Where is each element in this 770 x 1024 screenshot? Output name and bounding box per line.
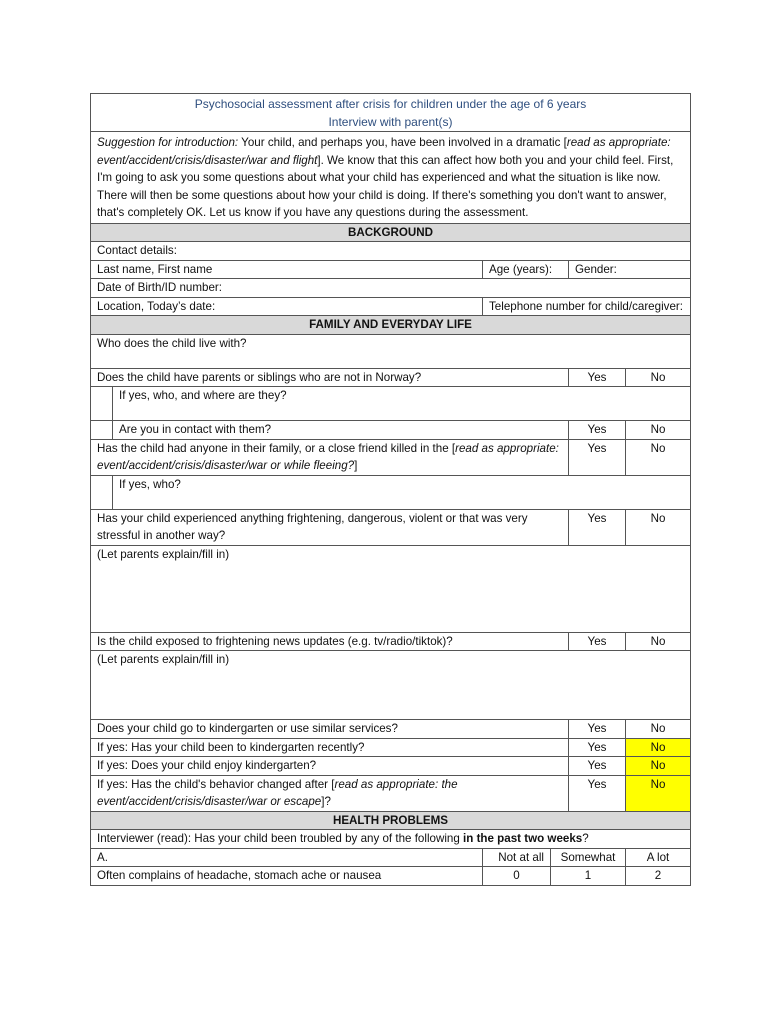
q-behavior-no[interactable]: No: [626, 775, 691, 811]
q-kg-recent-no[interactable]: No: [626, 738, 691, 757]
q-behavior-text-2: ]?: [321, 795, 331, 808]
q-kg-recent: If yes: Has your child been to kindergarten recently?: [91, 738, 569, 757]
q-frightening-yes[interactable]: Yes: [569, 509, 626, 545]
col-not-at-all: Not at all: [483, 848, 551, 867]
assessment-form: [90, 93, 690, 886]
form-subtitle: Interview with parent(s): [328, 114, 453, 129]
explain-field-2[interactable]: (Let parents explain/fill in): [91, 651, 691, 720]
health-intro-text-2: ?: [582, 832, 589, 845]
q-behavior-yes[interactable]: Yes: [569, 775, 626, 811]
col-a-lot: A lot: [626, 848, 691, 867]
indent-cell: [91, 387, 113, 421]
q-killed: [91, 439, 569, 475]
gender-field[interactable]: Gender:: [569, 260, 691, 279]
q-kg-enjoy-yes[interactable]: Yes: [569, 757, 626, 776]
q-norway-yes[interactable]: Yes: [569, 368, 626, 387]
q-contact-yes[interactable]: Yes: [569, 421, 626, 440]
health-item-1-score-0[interactable]: 0: [483, 867, 551, 886]
name-field[interactable]: Last name, First name: [91, 260, 483, 279]
health-item-1-score-2[interactable]: 2: [626, 867, 691, 886]
lives-with-field[interactable]: Who does the child live with?: [91, 334, 691, 368]
q-killed-who[interactable]: If yes, who?: [113, 475, 691, 509]
indent-cell: [91, 475, 113, 509]
intro-text-2: ]. We know that this can affect how both you and your child feel. First, I'm going to ask you some questions about what your child has experienced and what the situation is like now. There will then be some questions about how your child is doing. If there's something you don't want to answer, that's completely OK. Let us know if you have any questions during the assessment.: [97, 153, 674, 219]
q-contact-no[interactable]: No: [626, 421, 691, 440]
form-title: Psychosocial assessment after crisis for children under the age of 6 years: [194, 97, 587, 111]
q-norway-who[interactable]: If yes, who, and where are they?: [113, 387, 691, 421]
q-kg-enjoy: If yes: Does your child enjoy kindergarten?: [91, 757, 569, 776]
q-killed-italic: read as appropriate: event/accident/crisis/disaster/war or while fleeing?: [97, 441, 559, 472]
q-kindergarten: Does your child go to kindergarten or use similar services?: [91, 720, 569, 739]
q-behavior: [91, 775, 569, 811]
age-field[interactable]: Age (years):: [483, 260, 569, 279]
health-intro-bold: in the past two weeks: [463, 832, 583, 845]
health-intro-text-1: Interviewer (read): Has your child been troubled by any of the following: [97, 832, 464, 845]
q-killed-no[interactable]: No: [626, 439, 691, 475]
health-item-1-score-1[interactable]: 1: [551, 867, 626, 886]
q-kindergarten-no[interactable]: No: [626, 720, 691, 739]
health-section-a: A.: [91, 848, 483, 867]
q-news-yes[interactable]: Yes: [569, 632, 626, 651]
q-kg-enjoy-no[interactable]: No: [626, 757, 691, 776]
q-news-no[interactable]: No: [626, 632, 691, 651]
q-behavior-text-1: If yes: Has the child's behavior changed after [: [97, 777, 335, 791]
form-title-cell: [91, 94, 691, 132]
q-frightening-no[interactable]: No: [626, 509, 691, 545]
q-contact: Are you in contact with them?: [113, 421, 569, 440]
form-table: [90, 93, 691, 886]
q-killed-text-1: Has the child had anyone in their family, or a close friend killed in the [: [97, 441, 456, 455]
q-kg-recent-yes[interactable]: Yes: [569, 738, 626, 757]
q-behavior-italic: read as appropriate: the event/accident/crisis/disaster/war or escape: [97, 777, 458, 808]
q-killed-yes[interactable]: Yes: [569, 439, 626, 475]
contact-details-label: Contact details:: [91, 242, 691, 261]
section-family: FAMILY AND EVERYDAY LIFE: [91, 316, 691, 335]
location-date-field[interactable]: Location, Today’s date:: [91, 297, 483, 316]
q-news: Is the child exposed to frightening news updates (e.g. tv/radio/tiktok)?: [91, 632, 569, 651]
q-kindergarten-yes[interactable]: Yes: [569, 720, 626, 739]
introduction: [91, 132, 691, 224]
q-killed-text-2: ]: [354, 459, 358, 472]
q-norway-no[interactable]: No: [626, 368, 691, 387]
health-item-1: Often complains of headache, stomach ache or nausea: [91, 867, 483, 886]
telephone-field[interactable]: Telephone number for child/caregiver:: [483, 297, 691, 316]
health-intro: [91, 830, 691, 849]
intro-text-1: Your child, and perhaps you, have been involved in a dramatic [: [238, 136, 567, 149]
indent-cell: [91, 421, 113, 440]
explain-field-1[interactable]: (Let parents explain/fill in): [91, 545, 691, 632]
section-background: BACKGROUND: [91, 223, 691, 242]
q-frightening: Has your child experienced anything frightening, dangerous, violent or that was very stressful in another way?: [91, 509, 569, 545]
section-health: HEALTH PROBLEMS: [91, 811, 691, 830]
col-somewhat: Somewhat: [551, 848, 626, 867]
intro-label: Suggestion for introduction:: [97, 136, 239, 149]
intro-italic: read as appropriate: event/accident/crisis/disaster/war and flight: [97, 136, 671, 167]
q-norway: Does the child have parents or siblings who are not in Norway?: [91, 368, 569, 387]
dob-field[interactable]: Date of Birth/ID number:: [91, 279, 691, 298]
